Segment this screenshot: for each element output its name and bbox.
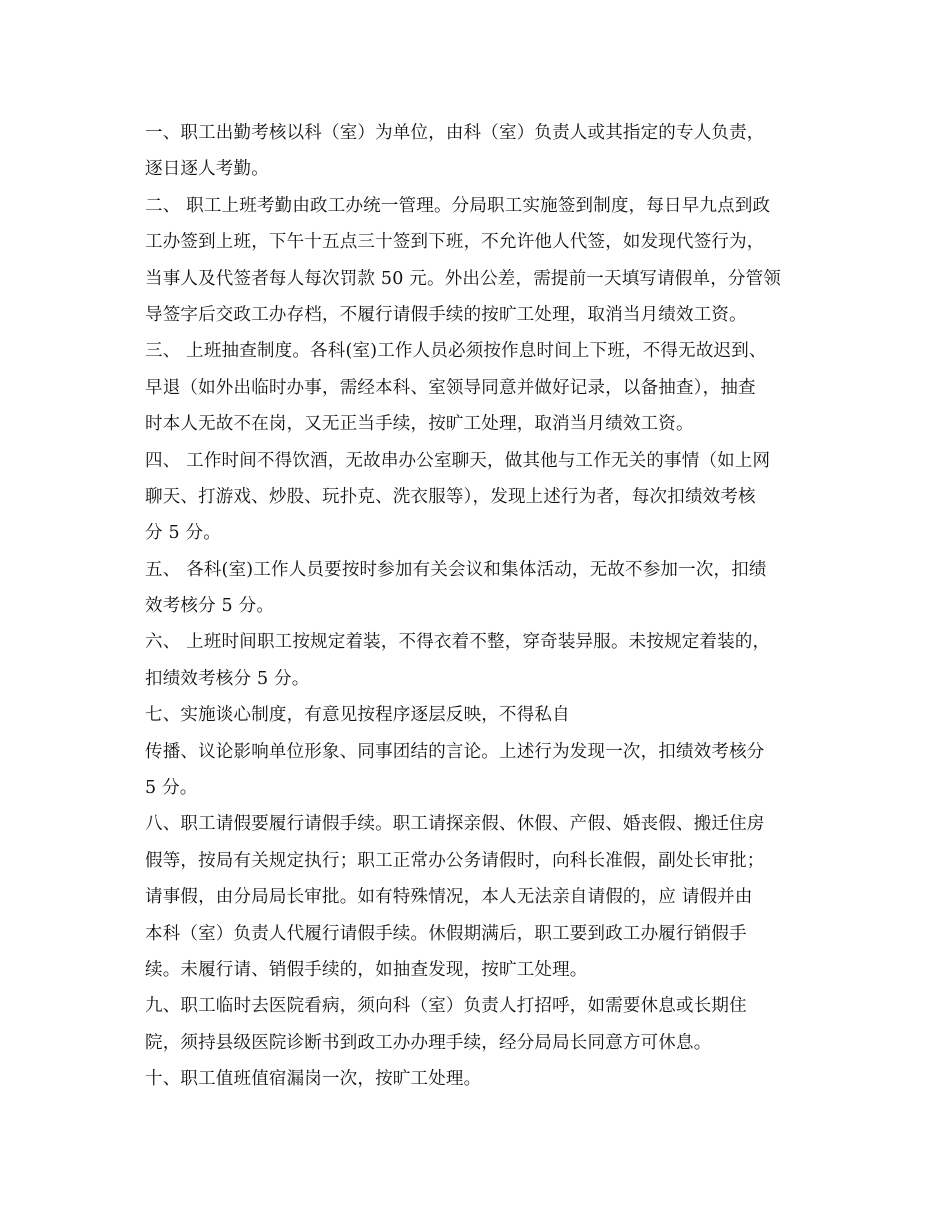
- text-line: 八、职工请假要履行请假手续。职工请探亲假、休假、产假、婚丧假、搬迁住房: [145, 814, 765, 835]
- text-line: 一、职工出勤考核以科（室）为单位，由科（室）负责人或其指定的专人负责，: [145, 123, 765, 143]
- text-line: 三、 上班抽查制度。各科(室)工作人员必须按作息时间上下班，不得无故迟到、: [145, 341, 767, 362]
- text-line: 九、职工临时去医院看病，须向科（室）负责人打招呼，如需要休息或长期住: [145, 996, 747, 1017]
- text-line: 二、 职工上班考勤由政工办统一管理。分局职工实施签到制度，每日早九点到政: [145, 195, 771, 216]
- text-line: 十、职工值班值宿漏岗一次，按旷工处理。: [145, 1069, 482, 1090]
- text-line: 七、实施谈心制度，有意见按程序逐层反映，不得私自: [145, 705, 570, 726]
- text-line: 四、 工作时间不得饮酒，无故串办公室聊天，做其他与工作无关的事情（如上网: [145, 450, 771, 471]
- text-line: 聊天、打游戏、炒股、玩扑克、洗衣服等），发现上述行为者，每次扣绩效考核: [145, 486, 756, 507]
- text-line: 当事人及代签者每人每次罚款 50 元。外出公差，需提前一天填写请假单，分管领: [145, 268, 781, 289]
- text-line: 本科（室）负责人代履行请假手续。休假期满后，职工要到政工办履行销假手: [145, 923, 747, 944]
- text-line: 六、 上班时间职工按规定着装，不得衣着不整，穿奇装异服。未按规定着装的，: [145, 632, 771, 653]
- text-line: 院，须持县级医院诊断书到政工办办理手续，经分局局长同意方可休息。: [145, 1032, 712, 1053]
- text-line: 五、 各科(室)工作人员要按时参加有关会议和集体活动，无故不参加一次，扣绩: [145, 559, 767, 580]
- text-line: 时本人无故不在岗，又无正当手续，按旷工处理，取消当月绩效工资。: [145, 414, 694, 435]
- text-line: 效考核分 5 分。: [145, 596, 275, 617]
- text-line: 续。未履行请、销假手续的，如抽查发现，按旷工处理。: [145, 959, 588, 980]
- text-line: 早退（如外出临时办事，需经本科、室领导同意并做好记录，以备抽查），抽查: [145, 377, 756, 398]
- text-line: 逐日逐人考勤。: [145, 159, 269, 180]
- text-line: 扣绩效考核分 5 分。: [145, 668, 310, 689]
- text-line: 分 5 分。: [145, 523, 221, 544]
- text-line: 请事假，由分局局长审批。如有特殊情况，本人无法亲自请假的，应 请假并由: [145, 887, 753, 908]
- text-line: 5 分。: [145, 778, 198, 799]
- document-body: [145, 115, 810, 1098]
- text-line: 工办签到上班，下午十五点三十签到下班，不允许他人代签，如发现代签行为，: [145, 232, 765, 253]
- text-line: 假等，按局有关规定执行；职工正常办公务请假时，向科长准假，副处长审批；: [145, 850, 765, 871]
- text-line: 导签字后交政工办存档，不履行请假手续的按旷工处理，取消当月绩效工资。: [145, 304, 747, 325]
- text-line: 传播、议论影响单位形象、同事团结的言论。上述行为发现一次，扣绩效考核分: [145, 741, 765, 762]
